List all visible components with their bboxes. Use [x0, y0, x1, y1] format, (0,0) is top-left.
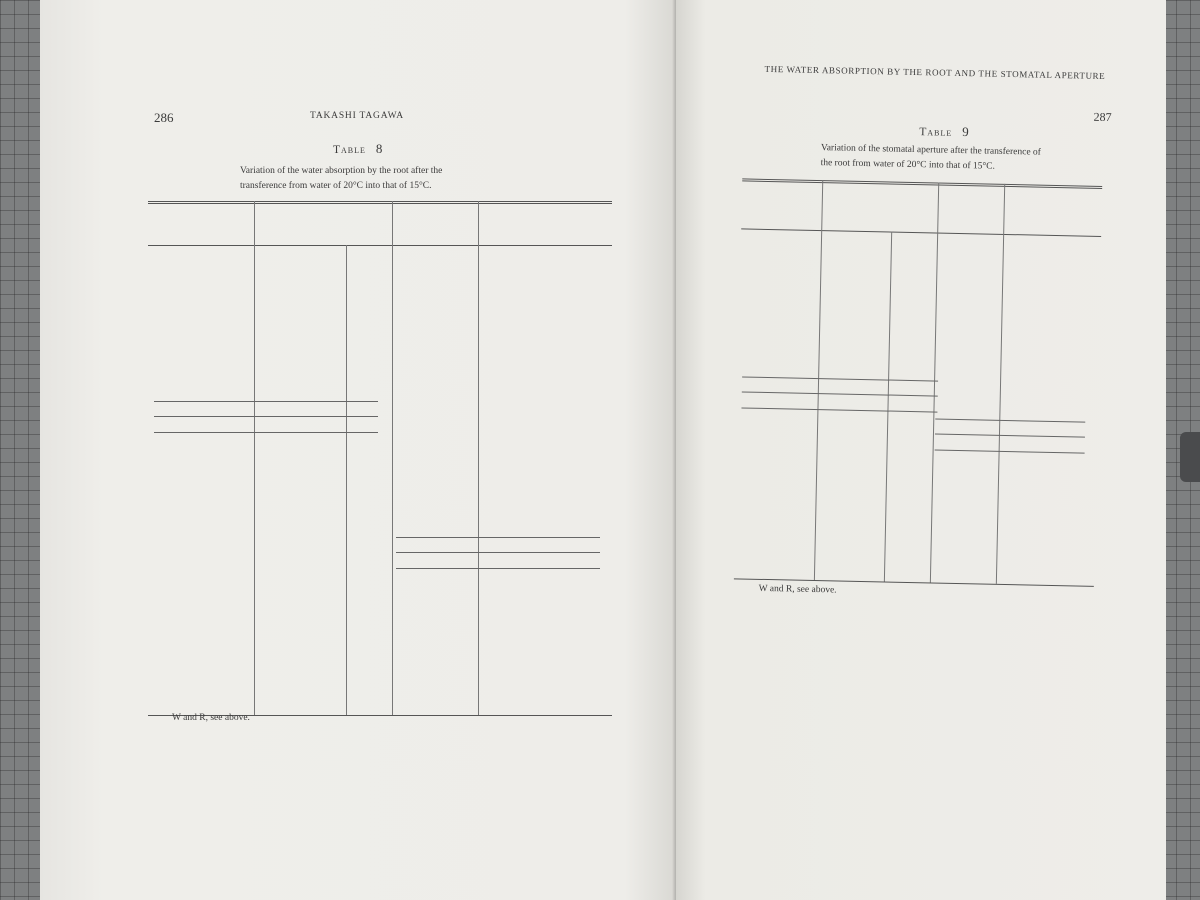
section-rule: [396, 552, 600, 553]
column-header: [826, 186, 936, 188]
section-rule: [741, 407, 937, 412]
mean-rule: [742, 376, 938, 381]
section-rule: [154, 432, 378, 433]
column-header: [940, 189, 1004, 190]
section-rule: [935, 450, 1085, 454]
mean-rule: [935, 419, 1085, 423]
table-top-rule: [742, 178, 1102, 189]
data-table-8: [148, 201, 612, 716]
column-divider: [392, 201, 393, 715]
column-header-line: [742, 184, 822, 186]
page-number: 287: [1093, 109, 1112, 125]
column-divider: [478, 201, 479, 715]
caption-line-2: the root from water of 20°C into that of 15°C.: [820, 158, 996, 172]
caption-line-2: transference from water of 20°C into that of 15°C.: [240, 181, 432, 191]
table-title: [919, 123, 969, 140]
column-header-line: [1002, 190, 1102, 192]
table-title-number: 8: [375, 141, 383, 156]
column-header-line: [742, 184, 822, 186]
mean-rule: [396, 537, 600, 538]
column-divider: [930, 183, 939, 583]
column-header-line: [940, 189, 1004, 190]
table-caption: [240, 164, 442, 194]
column-header-line: [742, 184, 822, 186]
table-header-rule: [741, 228, 1101, 237]
page-287-content: [676, 0, 1166, 900]
column-divider: [884, 232, 892, 582]
column-divider: [254, 201, 255, 715]
page-number: 286: [154, 110, 174, 125]
footnote: W and R, see above.: [172, 713, 250, 723]
table-title-label: Table: [919, 126, 953, 139]
column-divider: [814, 180, 823, 580]
page-286: [40, 0, 676, 900]
section-rule: [396, 568, 600, 569]
caption-line-1: Variation of the stomatal aperture after the transference of: [820, 143, 1041, 158]
section-rule: [154, 416, 378, 417]
table-header-rule: [148, 245, 612, 246]
page-287: [676, 0, 1166, 900]
bookmark-tab: [1180, 432, 1200, 482]
table-title-number: 9: [962, 124, 969, 140]
footnote: W and R, see above.: [758, 583, 837, 596]
column-header: [1002, 190, 1102, 192]
table-title: [333, 141, 382, 157]
column-header-line: [940, 189, 1004, 190]
column-header: [742, 184, 822, 186]
column-divider: [996, 184, 1005, 584]
section-rule: [935, 434, 1085, 438]
running-head: TAKASHI TAGAWA: [310, 111, 404, 121]
column-header-line: [826, 186, 936, 188]
section-rule: [742, 391, 938, 396]
table-caption: [820, 141, 1041, 176]
table-top-rule: [148, 201, 612, 204]
running-head: THE WATER ABSORPTION BY THE ROOT AND THE STOMATAL APERTURE: [764, 63, 1106, 82]
mean-rule: [154, 401, 378, 402]
column-divider: [346, 245, 347, 715]
data-table-9: [734, 178, 1102, 585]
table-title-label: Table: [333, 144, 366, 156]
column-header-line: [940, 189, 1004, 190]
caption-line-1: Variation of the water absorption by the root after the: [240, 166, 443, 176]
